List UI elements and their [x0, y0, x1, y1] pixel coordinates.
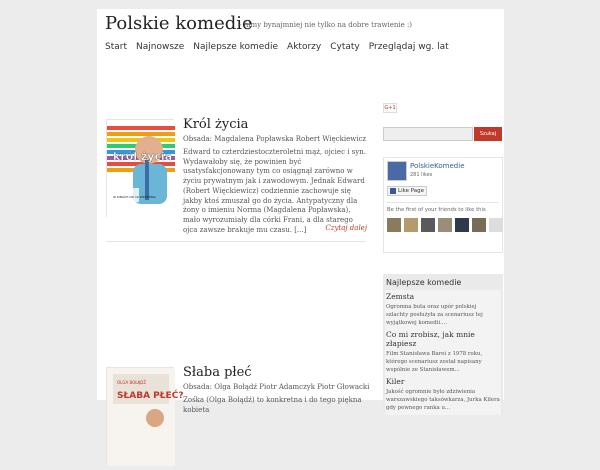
post-title[interactable]: Król życia	[183, 117, 249, 132]
site-title[interactable]: Polskie komedie	[105, 13, 253, 34]
friend-avatar[interactable]	[489, 218, 503, 232]
facebook-page-name[interactable]: PolskieKomedie	[410, 162, 465, 170]
nav-item-newest[interactable]: Najnowsze	[136, 42, 185, 52]
movie-poster-image	[107, 120, 175, 218]
best-item-title[interactable]: Co mi zrobisz, jak mnie złapiesz	[386, 330, 475, 348]
facebook-friends-text: Be the first of your friends to like this	[387, 207, 486, 213]
nav-item-best[interactable]: Najlepsze komedie	[193, 42, 279, 52]
best-item-title[interactable]: Kiler	[386, 377, 405, 386]
poster-title: król życia	[113, 150, 173, 163]
post-title[interactable]: Słaba płeć	[183, 365, 252, 380]
best-comedies-list	[385, 290, 501, 415]
best-item-title[interactable]: Zemsta	[386, 292, 415, 301]
facebook-like-label: Like Page	[398, 188, 425, 194]
nav-item-start[interactable]: Start	[105, 42, 127, 52]
poster-actor: OLGA BOŁĄDŹ	[117, 380, 147, 385]
friend-avatar[interactable]	[404, 218, 418, 232]
post-cast: Obsada: Olga Bołądź Piotr Adamczyk Piotr Głowacki	[183, 383, 370, 391]
best-item-desc: Film Stanisława Barei z 1978 roku, którego scenariusz został napisany wspólnie ze Stanisławem...	[386, 351, 483, 373]
site-tagline: - filmy bynajmniej nie tylko na dobre trawienie :)	[239, 21, 413, 29]
best-comedies-heading: Najlepsze komedie	[386, 278, 462, 287]
search-button[interactable]: Szukaj	[474, 127, 502, 141]
facebook-likes-count: 281 likes	[410, 172, 433, 178]
facebook-divider	[387, 202, 499, 203]
friend-avatar[interactable]	[455, 218, 469, 232]
post-cast: Obsada: Magdalena Popławska Robert Więckiewicz	[183, 135, 367, 143]
movie-poster-image	[107, 368, 184, 466]
nav-item-actors[interactable]: Aktorzy	[287, 42, 322, 52]
post-thumbnail-krol-zycia[interactable]	[106, 119, 174, 217]
search-input[interactable]	[383, 127, 473, 141]
friend-avatar[interactable]	[472, 218, 486, 232]
facebook-like-button[interactable]	[387, 186, 427, 196]
poster-tagline: W KINACH OD 10 WRZEŚNIA	[113, 195, 156, 199]
friend-avatar[interactable]	[387, 218, 401, 232]
main-nav	[105, 42, 449, 52]
post-thumbnail-slaba-plec[interactable]	[106, 367, 184, 465]
facebook-friend-faces	[387, 218, 503, 232]
friend-avatar[interactable]	[421, 218, 435, 232]
facebook-page-avatar[interactable]	[387, 161, 407, 181]
best-item-desc: Jakość ogromnie było zdziwienia warszawskiego taksówkarza, Jurka Kilera gdy pewnego ranka u...	[386, 389, 500, 411]
poster-title: SŁABA PŁEĆ?	[117, 391, 184, 401]
best-item-desc: Ogromna buta oraz upór polskiej szlachty posłużyła za scenariusz tej wyjątkowej komedii....	[386, 304, 483, 326]
post-excerpt: Zośka (Olga Bołądź) to konkretna i do tego piękna kobieta	[183, 396, 362, 414]
post-excerpt: Edward to czterdziestoczteroletni mąż, ojciec i syn. Wydawałoby się, że powinien być usatysfakcjonowany tym co osiągnął zarówno w życiu prywatnym jak i zawodowym. Jednak Edward (Robert Więckiewicz) codziennie zachowuje się jakby ktoś zmuszał go do życia. Antypatyczny dla żony o imieniu Norma (Magdalena Popławska), mało wyrozumiały dla córki Frani, a dla starego ojca zawsze brakuje mu czasu. [...]	[183, 148, 366, 234]
gplus-button[interactable]: G+1	[384, 105, 396, 111]
nav-item-by-year[interactable]: Przeglądaj wg. lat	[368, 42, 449, 52]
best-comedies-widget	[383, 274, 503, 414]
post-divider	[106, 241, 366, 242]
facebook-icon	[390, 188, 396, 194]
friend-avatar[interactable]	[438, 218, 452, 232]
read-more-link[interactable]: Czytaj dalej	[325, 224, 367, 232]
nav-item-quotes[interactable]: Cytaty	[330, 42, 360, 52]
page-container	[97, 9, 504, 414]
facebook-page-widget	[383, 157, 503, 253]
